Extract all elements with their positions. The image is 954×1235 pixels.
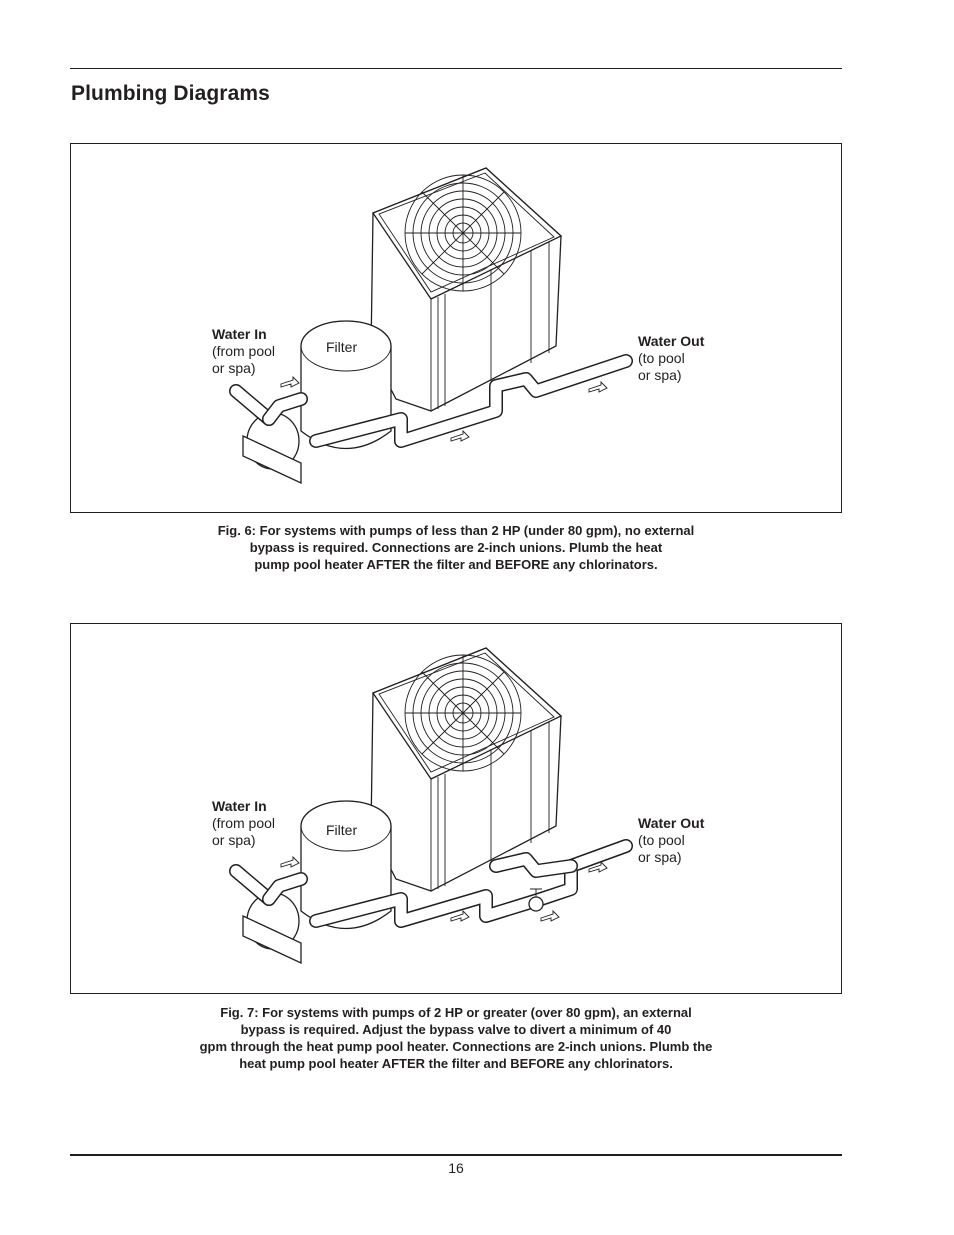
filter-label: Filter bbox=[326, 339, 358, 355]
page-number: 16 bbox=[448, 1160, 464, 1176]
figure-7-caption: Fig. 7: For systems with pumps of 2 HP or greater (over 80 gpm), an external bypass is required. Adjust the bypass valve to divert a minimum of 40 gpm through the heat pump pool heater. Connections are 2-inch unions. Plumb the heat pump pool heater AFTER the filter and BEFORE any chlorinators. bbox=[199, 1005, 713, 1071]
water-in-label: Water In (from pool or spa) bbox=[212, 798, 276, 848]
figure-7-box bbox=[70, 623, 842, 994]
figure-6-caption: Fig. 6: For systems with pumps of less than 2 HP (under 80 gpm), no external bypass is required. Connections are 2-inch unions. Plumb the heat pump pool heater AFTER the filter and BEFORE any chlorinators. bbox=[217, 523, 695, 572]
water-out-label: Water Out (to pool or spa) bbox=[638, 815, 705, 865]
heat-pump-diagram-fig6 bbox=[71, 144, 841, 512]
heat-pump-diagram-fig7 bbox=[71, 624, 841, 993]
page-title: Plumbing Diagrams bbox=[71, 82, 270, 105]
water-out-label: Water Out (to pool or spa) bbox=[638, 333, 705, 383]
filter-label: Filter bbox=[326, 822, 358, 838]
figure-6-box bbox=[70, 143, 842, 513]
water-in-label: Water In (from pool or spa) bbox=[212, 326, 276, 376]
bottom-rule bbox=[70, 1154, 842, 1156]
top-rule bbox=[70, 68, 842, 69]
